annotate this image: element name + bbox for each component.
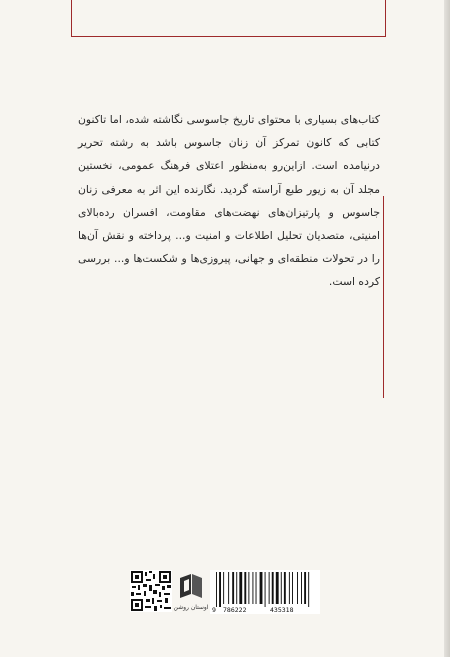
barcode-bar <box>292 572 293 604</box>
qr-code-icon <box>130 570 172 612</box>
side-accent-rule <box>383 196 384 398</box>
barcode-lead-digit: 9 <box>212 606 216 614</box>
barcode-bar <box>223 572 224 604</box>
barcode-bar <box>256 572 257 604</box>
barcode-bar <box>284 572 286 604</box>
barcode-bar <box>301 572 302 604</box>
barcode-bar <box>272 572 274 604</box>
top-frame-rule <box>71 0 386 37</box>
barcode-bar <box>239 572 242 604</box>
barcode-bar <box>232 572 234 604</box>
barcode-bar <box>297 572 298 604</box>
barcode-bar <box>269 572 270 604</box>
barcode-bar <box>216 572 217 607</box>
barcode-bar <box>244 572 246 604</box>
barcode-bar <box>219 572 221 607</box>
barcode-bar <box>304 572 306 604</box>
isbn-barcode <box>210 570 320 614</box>
barcode-bar <box>265 572 266 607</box>
barcode-bar <box>228 572 229 604</box>
barcode-block <box>130 570 320 614</box>
barcode-bar <box>276 572 279 604</box>
publisher-logo-text: اوستان روشن <box>173 604 209 611</box>
barcode-bar <box>289 572 290 604</box>
barcode-group-2: 435318 <box>270 606 294 614</box>
barcode-group-1: 786222 <box>223 606 247 614</box>
barcode-bar <box>248 572 249 604</box>
blurb-paragraph: کتاب‌های بسیاری با محتوای تاریخ جاسوسی نگاشته شده، اما تاکنون کتابی که کانون تمرکز آن زنان جاسوس باشد به رشته تحریر درنیامده است. ازاین‌رو به‌منظور اعتلای فرهنگ عمومی، نخستین مجلد آن به زیور طبع آراسته گردید. نگارنده این اثر به معرفی زنان جاسوس و پارتیزان‌های نهضت‌های مقاومت، افسران رده‌بالای امنیتی، متصدیان تحلیل اطلاعات و امنیت و... پرداخته و نقش آن‌ها را در تحولات منطقه‌ای و جهانی، پیروزی‌ها و شکست‌ها و... بررسی کرده است. <box>78 113 380 289</box>
barcode-bar <box>236 572 237 604</box>
barcode-bar <box>260 572 263 604</box>
page-edge-shadow <box>444 0 450 657</box>
barcode-bar <box>252 572 253 604</box>
barcode-bar <box>281 572 282 604</box>
barcode-bar <box>308 572 309 607</box>
publisher-logo-icon <box>173 572 209 612</box>
